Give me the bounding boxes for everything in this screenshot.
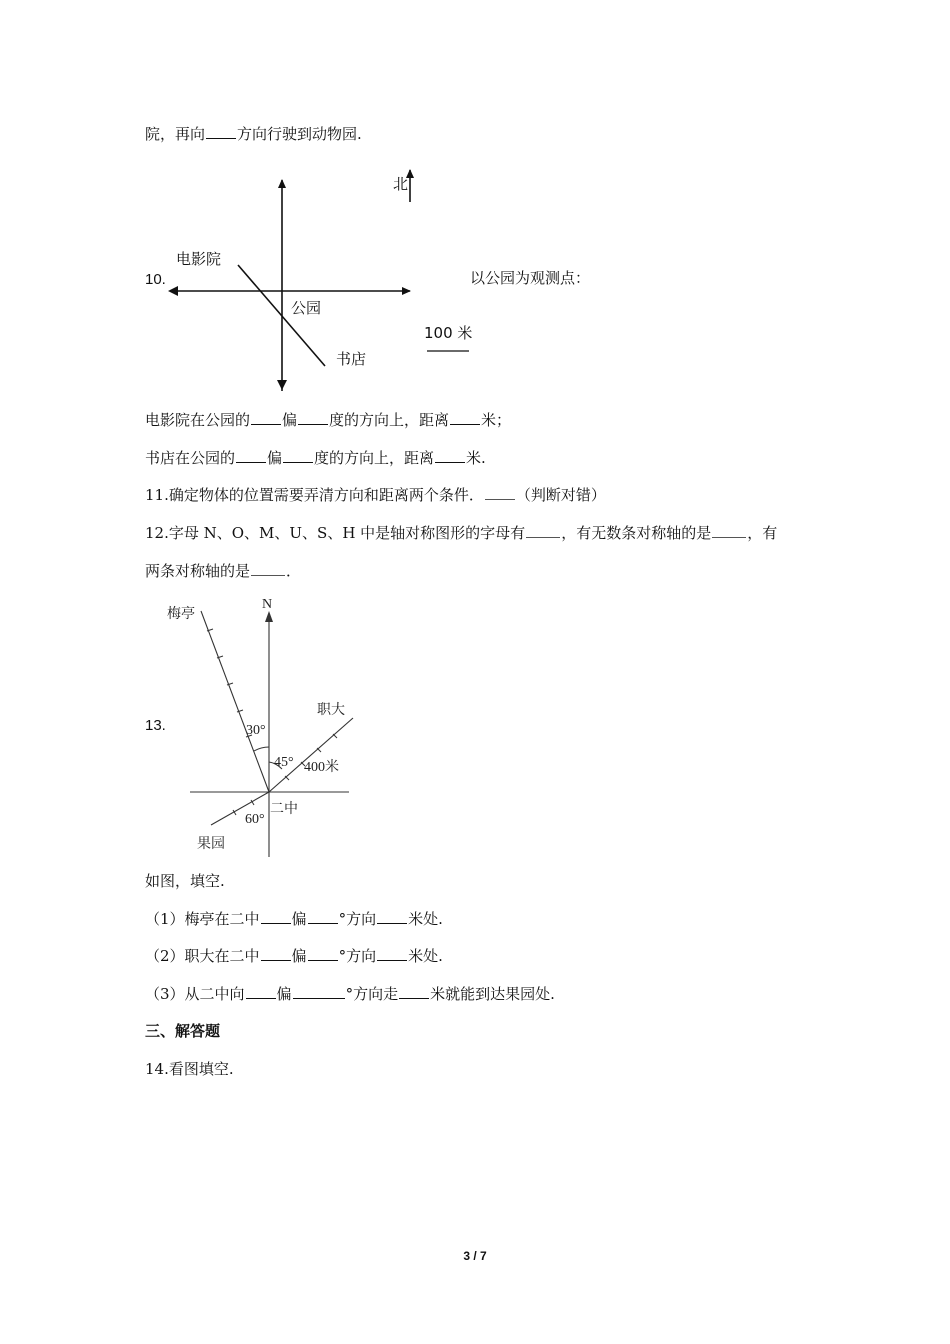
text: 12.字母 N、O、M、U、S、H 中是轴对称图形的字母有 (145, 524, 526, 542)
zhida-label: 职大 (317, 703, 345, 718)
text: °方向 (338, 910, 377, 928)
blank[interactable] (293, 984, 345, 999)
bookstore-label: 书店 (336, 350, 367, 368)
park-label: 公园 (291, 299, 322, 317)
angle-45-label: 45° (274, 755, 294, 770)
blank[interactable] (308, 946, 338, 961)
north-label: 北 (393, 175, 409, 193)
text: °方向 (338, 947, 377, 965)
angle-30-label: 30° (246, 723, 266, 738)
blank[interactable] (377, 909, 407, 924)
tick-marks (207, 629, 337, 815)
text: 电影院在公园的 (145, 411, 251, 429)
text: 偏 (291, 910, 307, 928)
text: 米处. (408, 947, 443, 965)
erzhong-label: 二中 (270, 802, 298, 817)
text: ，有无数条对称轴的是 (561, 524, 712, 542)
q13-intro: 如图，填空. (145, 872, 225, 890)
blank[interactable] (261, 946, 291, 961)
text: 度的方向上，距离 (314, 449, 435, 467)
meiting-label: 梅亭 (167, 607, 195, 622)
text: 米就能到达果园处. (430, 985, 555, 1003)
blank[interactable] (377, 946, 407, 961)
text: ． (286, 562, 302, 580)
q14: 14.看图填空. (145, 1060, 234, 1078)
text: （2）职大在二中 (145, 947, 260, 965)
text: °方向走 (345, 985, 399, 1003)
cinema-label: 电影院 (176, 250, 222, 268)
scale-label: 100 米 (424, 324, 473, 342)
page-number: 3 / 7 (463, 1249, 487, 1263)
text: 米. (466, 449, 486, 467)
text: 两条对称轴的是 (145, 562, 251, 580)
distance-label: 400米 (304, 760, 339, 775)
blank[interactable] (246, 984, 276, 999)
angle-60-label: 60° (245, 812, 265, 827)
q9-text-a: 院，再向 (145, 125, 206, 143)
blank[interactable] (308, 909, 338, 924)
guoyuan-label: 果园 (197, 837, 225, 852)
text: （判断对错） (515, 486, 606, 504)
text: 偏 (267, 449, 283, 467)
meiting-line (201, 611, 269, 792)
blank[interactable] (261, 909, 291, 924)
north-label: N (262, 597, 273, 612)
text: 偏 (276, 985, 292, 1003)
q13-p3 (145, 984, 555, 1004)
text: 度的方向上，距离 (329, 411, 450, 429)
text: 偏 (282, 411, 298, 429)
q9-text-b: 方向行驶到动物园. (237, 125, 362, 143)
north-arrow-head (265, 611, 273, 622)
q13-number: 13. (145, 717, 166, 734)
q10-number: 10. (145, 271, 166, 288)
angle-arc-30 (254, 747, 269, 751)
text: 偏 (291, 947, 307, 965)
text: （1）梅亭在二中 (145, 910, 260, 928)
text: ，有 (747, 524, 778, 542)
q13-p1 (145, 909, 443, 929)
text: 米处. (408, 910, 443, 928)
blank[interactable] (399, 984, 429, 999)
q13-p2 (145, 946, 443, 966)
text: 米； (481, 411, 512, 429)
section-heading: 三、解答题 (145, 1022, 221, 1040)
q10-intro: 以公园为观测点： (470, 269, 591, 287)
text: 书店在公园的 (145, 449, 236, 467)
text: 11.确定物体的位置需要弄清方向和距离两个条件． (145, 486, 484, 504)
text: （3）从二中向 (145, 985, 245, 1003)
